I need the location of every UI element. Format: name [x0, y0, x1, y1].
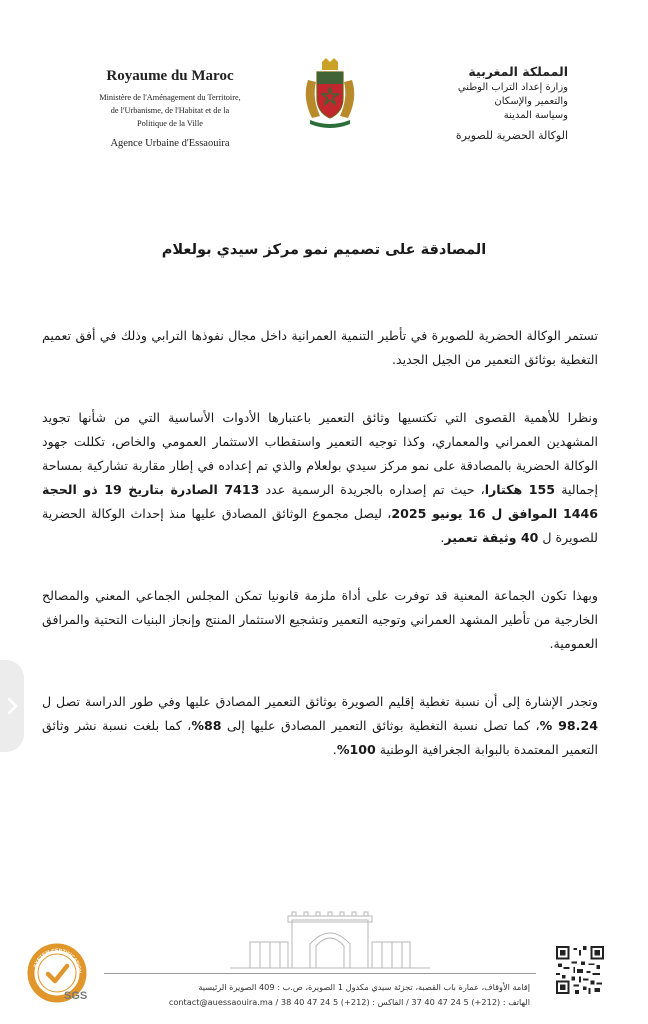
paragraph-approval: [42, 406, 598, 550]
ministry-line: Ministère de l'Aménagement du Territoire,: [99, 93, 241, 102]
text-run: ونظرا للأهمية القصوى التي تكتسيها وثائق التعمير باعتبارها الأدوات الأساسية التي من شأنها تجويد المشهدين العمراني والمعماري، وكذا توجيه التعمير واستقطاب الاستثمار العمومي والخاص، تكللت جهود الوكالة الحضرية بالمصادقة على نمو مركز سيدي بولعلام والذي تم إعداده في إطار مقاربة تشاركية بمساحة إجمالية: [42, 410, 598, 497]
gazette-reference: 7413 الصادرة بتاريخ 19 ذو الحجة 1446 الموافق ل 16 يونيو 2025: [42, 482, 598, 521]
text-run: ، كما تصل نسبة التغطية بوثائق التعمير المصادق عليها إلى: [221, 718, 540, 733]
coat-of-arms-icon: [300, 58, 360, 130]
ministry-line: وسياسة المدينة: [503, 110, 568, 121]
ministry-line: de l'Urbanisme, de l'Habitat et de la: [110, 106, 230, 115]
text-run: .: [440, 530, 445, 545]
ministry-name-ar: [418, 81, 568, 123]
document-body: [42, 324, 598, 762]
text-run: وتجدر الإشارة إلى أن نسبة تغطية إقليم الصويرة بوثائق التعمير المصادق عليها وفي طور الدراسة تصل ل: [42, 694, 598, 709]
header-arabic-block: [418, 64, 568, 142]
ministry-line: Politique de la Ville: [137, 119, 203, 128]
ministry-name-fr: [80, 91, 260, 130]
kingdom-name-fr: Royaume du Maroc: [106, 68, 234, 84]
kingdom-name-ar: المملكة المغربية: [468, 64, 568, 79]
header-french-block: [80, 68, 260, 149]
paragraph-intro: تستمر الوكالة الحضرية للصويرة في تأطير التنمية العمرانية داخل مجال نفوذها الترابي وذلك في أفق تعميم التغطية بوثائق التعمير من الجيل الجديد.: [42, 328, 598, 367]
certification-ring-text: SYSTEM CERTIFICATION: [32, 947, 83, 974]
text-run: ، ليصل مجموع الوثائق المصادق عليها منذ إحداث الوكالة الحضرية للصويرة ل: [42, 506, 598, 545]
text-run: .: [332, 742, 337, 757]
chevron-right-icon: [6, 697, 18, 715]
agency-name-ar: الوكالة الحضرية للصويرة: [455, 129, 568, 142]
certification-label: SGS: [64, 990, 88, 1002]
footer-phone-email: الهاتف : (212+) 5 24 47 40 37 / الفاكس : (212+) 5 24 47 40 38 / contact@auessaouira.ma: [168, 997, 530, 1007]
next-page-tab[interactable]: [0, 660, 24, 752]
area-figure: 155 هكتارا: [484, 482, 556, 497]
coverage-total: 98.24 %: [539, 718, 598, 733]
agency-name-fr: Agence Urbaine d'Essaouira: [110, 138, 230, 149]
footer-divider: [104, 973, 536, 974]
text-run: ، حيث تم إصداره بالجريدة الرسمية عدد: [259, 482, 485, 497]
text-run: ، كما بلغت نسبة نشر وثائق التعمير المعتمدة بالبوابة الجغرافية الوطنية: [42, 718, 598, 757]
footer-contact: [120, 980, 530, 1010]
coverage-published: 100%: [336, 742, 376, 757]
footer-address: إقامة الأوقاف، عمارة باب القصبة، تجزئة سيدي مكدول 1 الصويرة، ص.ب : 409 الصويرة الرئيسية: [198, 982, 530, 992]
city-gate-illustration: [230, 908, 430, 972]
ministry-line: وزارة إعداد التراب الوطني: [457, 82, 568, 93]
coverage-approved: 88%: [191, 718, 222, 733]
ministry-line: والتعمير والإسكان: [494, 96, 568, 107]
document-title: المصادقة على تصميم نمو مركز سيدي بولعلام: [161, 242, 487, 258]
paragraph-coverage: [42, 690, 598, 762]
paragraph-impact: وبهذا تكون الجماعة المعنية قد توفرت على أداة ملزمة قانونيا تمكن المجلس الجماعي المعني والمصالح الخارجية من تأطير المشهد العمراني وتوجيه التعمير وتشجيع الاستثمار المنتج وإنجاز البنيات التحتية والمرافق العمومية.: [42, 588, 598, 651]
qr-code-icon: [556, 946, 604, 994]
documents-count: 40 وثيقة تعمير: [444, 530, 539, 545]
